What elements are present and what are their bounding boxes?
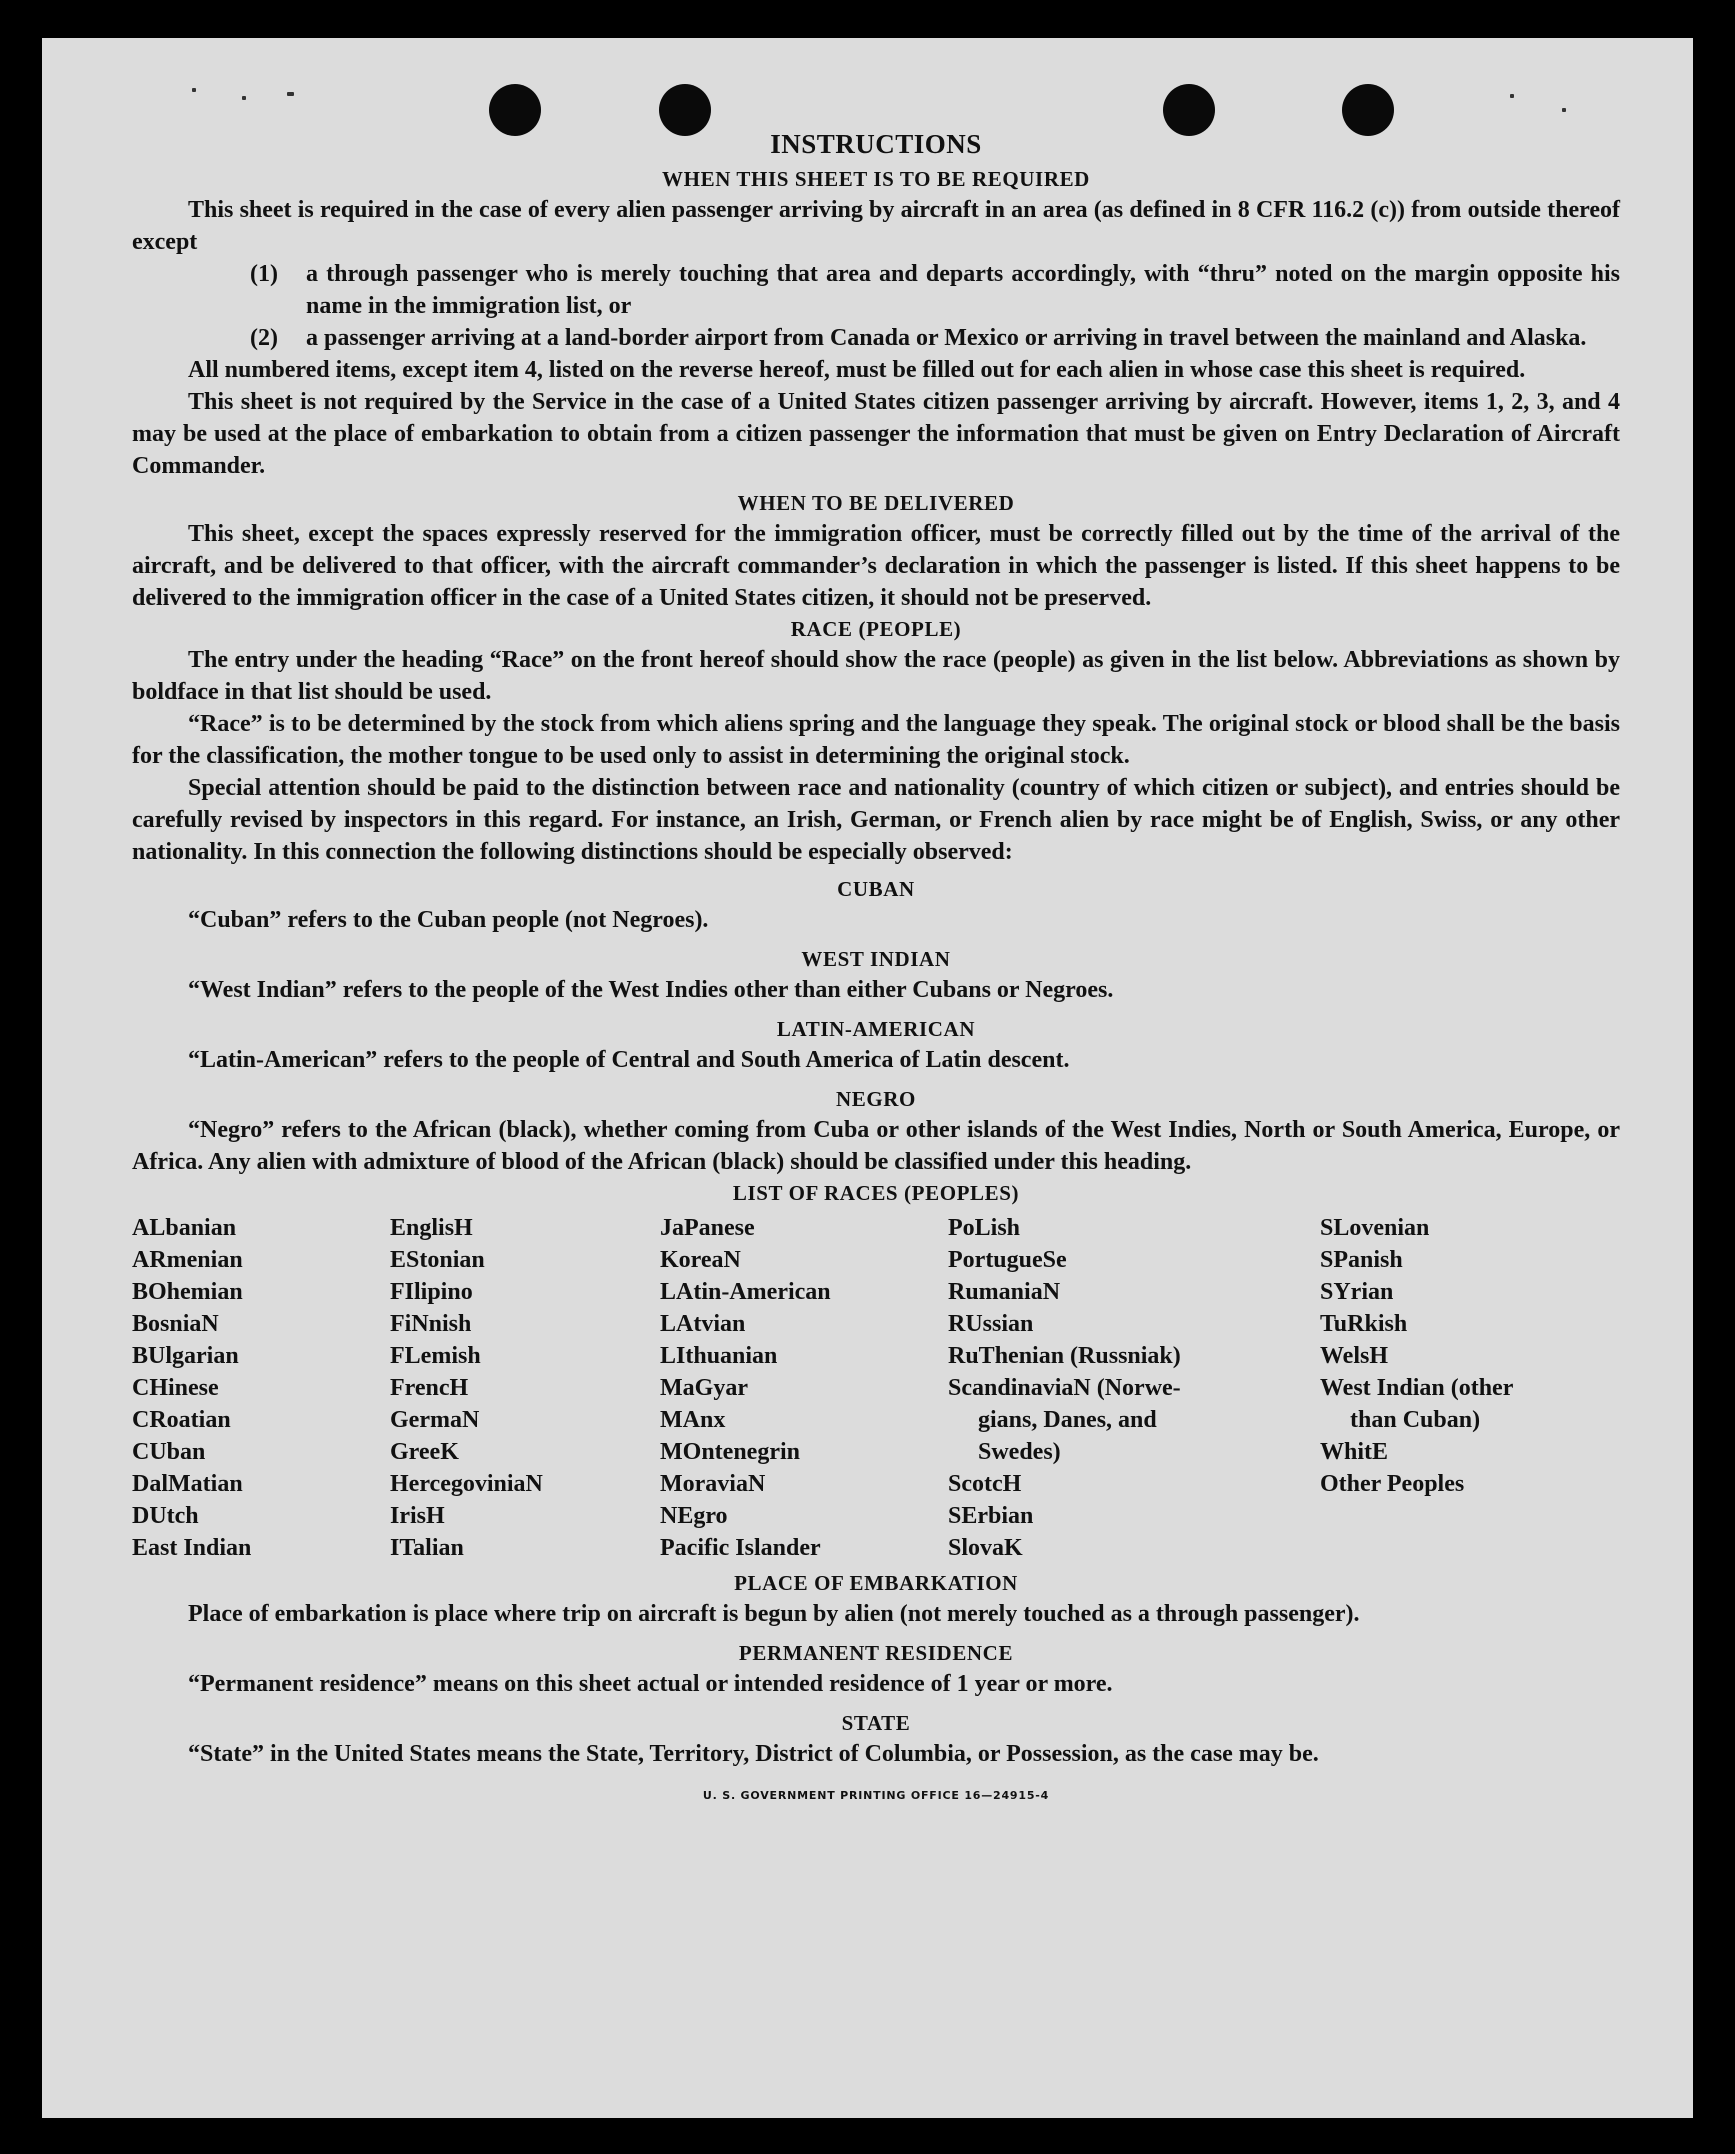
race-entry: SLovenian (1320, 1215, 1430, 1241)
race-entry: Other Peoples (1320, 1471, 1465, 1497)
race-entry: ITalian (390, 1535, 464, 1561)
race-entry: DalMatian (132, 1471, 243, 1497)
race-entry: GermaN (390, 1407, 480, 1433)
instructions-content (132, 128, 1620, 1812)
page-title: INSTRUCTIONS (770, 129, 982, 159)
paragraph: “State” in the United States means the State, Territory, District of Columbia, or Possession, as the case may be. (188, 1741, 1319, 1767)
section-heading: WHEN THIS SHEET IS TO BE REQUIRED (662, 167, 1090, 191)
race-entry: KoreaN (660, 1247, 741, 1273)
item-text: a passenger arriving at a land-border airport from Canada or Mexico or arriving in travel between the mainland and Alaska. (306, 325, 1587, 351)
section-heading: NEGRO (835, 1087, 916, 1111)
races-column (948, 1212, 1320, 1564)
race-entry: MoraviaN (660, 1471, 766, 1497)
race-entry: CHinese (132, 1375, 219, 1401)
race-entry: MOntenegrin (660, 1439, 800, 1465)
race-entry: RuThenian (Russniak) (948, 1343, 1181, 1369)
race-entry: HercegoviniaN (390, 1471, 543, 1497)
list-item (250, 322, 1620, 354)
race-entry: East Indian (132, 1535, 252, 1561)
race-entry: gians, Danes, and (978, 1407, 1157, 1433)
race-entry: EnglisH (390, 1215, 473, 1241)
item-number: (2) (250, 325, 278, 351)
race-entry: FLemish (390, 1343, 481, 1369)
race-entry: MaGyar (660, 1375, 748, 1401)
race-entry: ALbanian (132, 1215, 237, 1241)
section-heading: PLACE OF EMBARKATION (734, 1571, 1018, 1595)
race-entry: LIthuanian (660, 1343, 778, 1369)
speck (242, 96, 246, 100)
race-entry: WelsH (1320, 1343, 1389, 1369)
section-heading: PERMANENT RESIDENCE (738, 1641, 1014, 1665)
printer-imprint: U. S. GOVERNMENT PRINTING OFFICE 16—24915-4 (702, 1789, 1050, 1802)
speck (1510, 94, 1514, 98)
paragraph: Place of embarkation is place where trip on aircraft is begun by alien (not merely touched as a through passenger). (188, 1601, 1360, 1627)
race-entry: WhitE (1320, 1439, 1389, 1465)
races-column (390, 1212, 660, 1564)
race-entry: BosniaN (132, 1311, 219, 1337)
section-heading: LIST OF RACES (PEOPLES) (732, 1181, 1020, 1205)
race-entry: CRoatian (132, 1407, 231, 1433)
races-column (1320, 1212, 1513, 1564)
race-entry: SErbian (948, 1503, 1034, 1529)
race-entry: LAtin-American (660, 1279, 831, 1305)
race-entry: MAnx (660, 1407, 726, 1433)
race-entry: EStonian (390, 1247, 485, 1273)
race-entry: PoLish (948, 1215, 1021, 1241)
section-heading: CUBAN (837, 877, 915, 901)
section-heading: RACE (PEOPLE) (790, 617, 962, 641)
document-sheet (42, 38, 1693, 2118)
race-entry: DUtch (132, 1503, 199, 1529)
item-number: (1) (250, 261, 278, 287)
paragraph: This sheet is required in the case of every alien passenger arriving by aircraft in an area (as defined in 8 CFR 116.2 (c)) from outside thereof except (132, 197, 1620, 255)
paragraph: This sheet, except the spaces expressly reserved for the immigration officer, must be correctly filled out by the time of the arrival of the aircraft, and be delivered to that officer, with the aircraft commander’s declaration in which the passenger is listed. If this sheet happens to be delivered to the immigration officer in the case of a United States citizen, it should not be preserved. (132, 521, 1620, 611)
speck (1562, 108, 1566, 112)
race-entry: SYrian (1320, 1279, 1394, 1305)
paragraph: Special attention should be paid to the distinction between race and nationality (country of which citizen or subject), and entries should be carefully revised by inspectors in this regard. For instance, an Irish, German, or French alien by race might be of English, Swiss, or any other nationality. In this connection the following distinctions should be especially observed: (132, 775, 1620, 865)
race-entry: ScotcH (948, 1471, 1022, 1497)
paragraph: “Race” is to be determined by the stock from which aliens spring and the language they speak. The original stock or blood shall be the basis for the classification, the mother tongue to be used only to assist in determining the original stock. (132, 711, 1620, 769)
race-entry: ScandinaviaN (Norwe- (948, 1375, 1181, 1401)
race-entry: CUban (132, 1439, 206, 1465)
paragraph: All numbered items, except item 4, listed on the reverse hereof, must be filled out for each alien in whose case this sheet is required. (188, 357, 1526, 383)
race-entry: RUssian (948, 1311, 1034, 1337)
paragraph: “Negro” refers to the African (black), whether coming from Cuba or other islands of the West Indies, North or South America, Europe, or Africa. Any alien with admixture of blood of the African (black) should be classified under this heading. (132, 1117, 1620, 1175)
races-list (132, 1212, 1620, 1564)
race-entry: RumaniaN (948, 1279, 1061, 1305)
races-column (660, 1212, 948, 1564)
speck (192, 88, 196, 92)
section-heading: WEST INDIAN (801, 947, 951, 971)
races-column (132, 1212, 390, 1564)
race-entry: West Indian (other (1320, 1375, 1514, 1401)
race-entry: TuRkish (1320, 1311, 1408, 1337)
race-entry: NEgro (660, 1503, 728, 1529)
paragraph: “West Indian” refers to the people of the West Indies other than either Cubans or Negroes. (188, 977, 1114, 1003)
section-heading: LATIN-AMERICAN (776, 1017, 976, 1041)
section-heading: STATE (841, 1711, 911, 1735)
race-entry: SlovaK (948, 1535, 1023, 1561)
race-entry: ARmenian (132, 1247, 243, 1273)
race-entry: Pacific Islander (660, 1535, 821, 1561)
paragraph: This sheet is not required by the Service in the case of a United States citizen passenger arriving by aircraft. However, items 1, 2, 3, and 4 may be used at the place of embarkation to obtain from a citizen passenger the information that must be given on Entry Declaration of Aircraft Commander. (132, 389, 1620, 479)
race-entry: FIlipino (390, 1279, 473, 1305)
race-entry: GreeK (390, 1439, 459, 1465)
speck (287, 92, 294, 96)
race-entry: than Cuban) (1350, 1407, 1481, 1433)
race-entry: BUlgarian (132, 1343, 239, 1369)
race-entry: FrencH (390, 1375, 469, 1401)
paragraph: “Permanent residence” means on this sheet actual or intended residence of 1 year or more. (188, 1671, 1113, 1697)
race-entry: PortugueSe (948, 1247, 1067, 1273)
paragraph: The entry under the heading “Race” on the front hereof should show the race (people) as given in the list below. Abbreviations as shown by boldface in that list should be used. (132, 647, 1620, 705)
race-entry: BOhemian (132, 1279, 243, 1305)
race-entry: SPanish (1320, 1247, 1403, 1273)
race-entry: IrisH (390, 1503, 445, 1529)
race-entry: JaPanese (660, 1215, 755, 1241)
item-text: a through passenger who is merely touching that area and departs accordingly, with “thru” noted on the margin opposite his name in the immigration list, or (306, 261, 1620, 319)
paragraph: “Latin-American” refers to the people of Central and South America of Latin descent. (188, 1047, 1070, 1073)
race-entry: LAtvian (660, 1311, 746, 1337)
race-entry: Swedes) (978, 1439, 1061, 1465)
race-entry: FiNnish (390, 1311, 472, 1337)
paragraph: “Cuban” refers to the Cuban people (not Negroes). (188, 907, 709, 933)
section-heading: WHEN TO BE DELIVERED (737, 491, 1015, 515)
list-item (250, 258, 1620, 322)
